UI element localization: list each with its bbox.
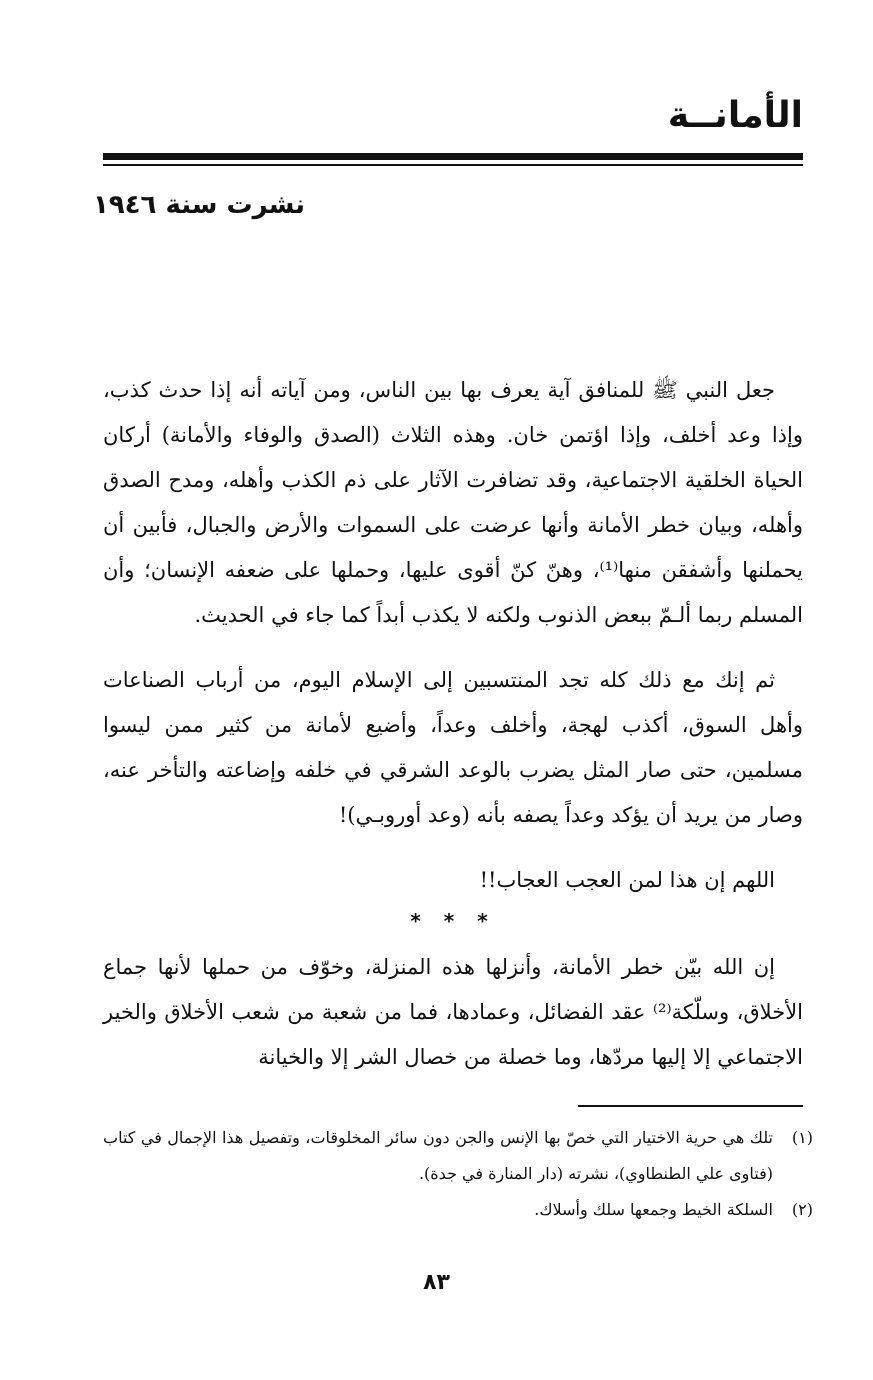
footnote-2 (103, 1192, 813, 1228)
footnote-1-text: تلك هي حرية الاختيار التي خصّ بها الإنس والجن دون سائر المخلوقات، وتفصيل هذا الإجمال في كتاب (فتاوى علي الطنطاوي)، نشرته (دار المنارة في جدة). (103, 1128, 773, 1183)
footnote-2-text: السلكة الخيط وجمعها سلك وأسلاك. (534, 1200, 773, 1219)
section-separator: * * * (410, 909, 496, 933)
page-number: ٨٣ (423, 1270, 450, 1295)
header-rule-thick (103, 153, 803, 160)
paragraph-1: جعل النبي ﷺ للمنافق آية يعرف بها بين الناس، ومن آياته أنه إذا حدث كذب، وإذا وعد أخلف، وإذا اؤتمن خان. وهذه الثلاث (الصدق والوفاء والأمانة) أركان الحياة الخلقية الاجتماعية، وقد تضافرت الآثار على ذم الكذب وأهله، ومدح الصدق وأهله، وبيان خطر الأمانة وأنها عرضت على السموات والأرض والجبال، فأبين أن يحملنها وأشفقن منها⁽¹⁾، وهنّ كنّ أقوى عليها، وحملها على ضعفه الإنسان؛ وأن المسلم ربما ألـمّ ببعض الذنوب ولكنه لا يكذب أبداً كما جاء في الحديث. (103, 378, 803, 627)
footnotes (103, 1120, 813, 1228)
paragraph-3: اللهم إن هذا لمن العجب العجاب!! (479, 868, 775, 892)
footnote-2-marker: (٢) (791, 1200, 813, 1219)
header-rule-thin (103, 164, 803, 166)
publication-date-subtitle: نشرت سنة ١٩٤٦ (92, 190, 305, 220)
footnote-1-marker: (١) (791, 1128, 813, 1147)
paragraph-4: إن الله بيّن خطر الأمانة، وأنزلها هذه المنزلة، وخوّف من حملها لأنها جماع الأخلاق، وسلّكة⁽²⁾ عقد الفضائل، وعمادها، فما من شعبة من شعب الأخلاق والخير الاجتماعي إلا إليها مردّها، وما خصلة من خصال الشر إلا والخيانة (103, 955, 804, 1069)
main-text (103, 368, 803, 1100)
chapter-title: الأمانــة (667, 95, 803, 136)
paragraph-2: ثم إنك مع ذلك كله تجد المنتسبين إلى الإسلام اليوم، من أرباب الصناعات وأهل السوق، أكذب لهجة، وأخلف وعداً، وأضيع لأمانة من كثير ممن ليسوا مسلمين، حتى صار المثل يضرب بالوعد الشرقي في خلفه وإضاعته والتأخر عنه، وصار من يريد أن يؤكد وعداً يصفه بأنه (وعد أوروبـي)! (103, 668, 803, 827)
footnote-1 (103, 1120, 813, 1192)
footnote-divider (578, 1105, 803, 1107)
